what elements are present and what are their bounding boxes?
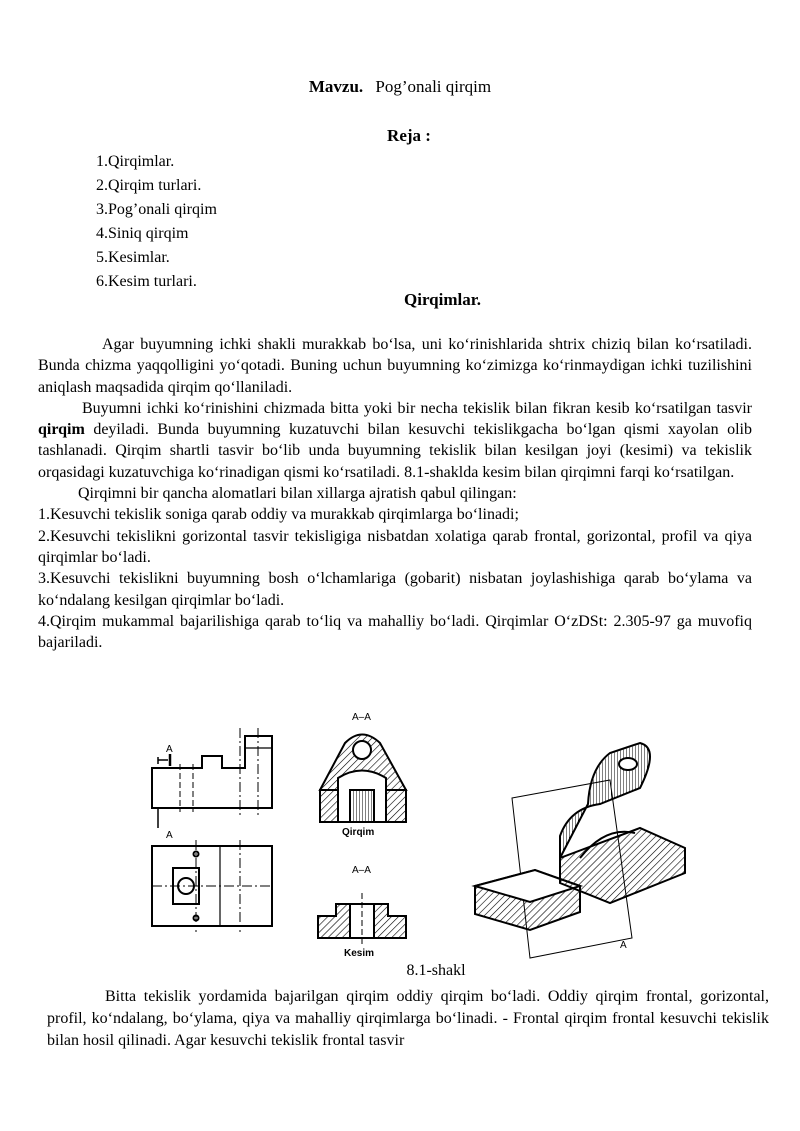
top-view-drawing [152, 840, 272, 932]
front-view-drawing [152, 728, 272, 828]
list-item-2: 2.Kesuvchi tekislikni gorizontal tasvir tekisligiga nisbatdan xolatiga qarab frontal, gorizontal, profil va qiya qirqimlar bo‘ladi. [38, 527, 752, 566]
section-label-bottom: A–A [352, 865, 371, 876]
qirqim-label: Qirqim [342, 827, 375, 838]
figure-8-1 [140, 708, 700, 963]
section-heading: Qirqimlar. [404, 290, 481, 309]
title-label: Mavzu. [308, 77, 364, 96]
term-qirqim: qirqim [38, 421, 85, 439]
title-text: Pog’onali qirqim [375, 77, 492, 96]
list-item-1: 1.Kesuvchi tekislik soniga qarab oddiy va murakkab qirqimlarga bo‘linadi; [38, 506, 519, 524]
cut-label-a-2: A [166, 830, 173, 841]
plan-item: 3.Pog’onali qirqim [96, 201, 217, 218]
figure-caption: 8.1-shakl [406, 962, 466, 979]
paragraph-1: Agar buyumning ichki shakli murakkab bo‘lsa, uni ko‘rinishlarida shtrix chiziq bilan ko‘rsatiladi. Bunda chizma yaqqolligini yo‘qotadi. Buning uchun buyumning ko‘zimizga ko‘rinmaydigan ichki tuzilishini aniqlash maqsadida qirqim qo‘llaniladi. [38, 336, 752, 396]
plan-list [96, 150, 217, 294]
paragraph-3: Qirqimni bir qancha alomatlari bilan xillarga ajratish qabul qilingan: [78, 485, 517, 503]
list-item-3: 3.Kesuvchi tekislikni buyumning bosh o‘lchamlariga (gobarit) nisbatan joylashishiga qarab bo‘ylama va ko‘ndalang kesilgan qirqimlar bo‘ladi. [38, 570, 752, 609]
section-label-top: A–A [352, 712, 371, 723]
plan-item: 2.Qirqim turlari. [96, 177, 202, 194]
body-text [38, 334, 752, 653]
paragraph-2 [38, 398, 752, 483]
plan-item: 5.Kesimlar. [96, 249, 170, 266]
isometric-drawing [475, 743, 685, 958]
paragraph-last: Bitta tekislik yordamida bajarilgan qirqim oddiy qirqim bo‘ladi. Oddiy qirqim frontal, gorizontal, profil, ko‘ndalang, bo‘ylama, qiya va mahalliy qirqimlarga bo‘linadi. - Frontal qirqim frontal kesuvchi tekislik bilan hosil qilinadi. Agar kesuvchi tekislik frontal tasvir [47, 988, 769, 1049]
plan-item: 4.Siniq qirqim [96, 225, 189, 242]
kesim-drawing [318, 893, 406, 946]
plan-item: 1.Qirqimlar. [96, 153, 175, 170]
cut-label-a-1: A [166, 744, 173, 755]
list-item-4: 4.Qirqim mukammal bajarilishiga qarab to‘liq va mahalliy bo‘ladi. Qirqimlar O‘zDSt: 2.305-97 ga muvofiq bajariladi. [38, 612, 752, 652]
paragraph-2-start: Buyumni ichki ko‘rinishini chizmada bitta yoki bir necha tekislik bilan fikran kesib ko‘rsatilgan tasvir [82, 399, 752, 417]
paragraph-2-end: deyiladi. Bunda buyumning kuzatuvchi bilan kesuvchi tekislikgacha bo‘lgan qismi xayolan olib tashlanadi. Qirqim shartli tasvir bo‘lib unda buyumning tekislik bilan kesilgan joyi (kesimi) va tekislik orqasidagi kuzatuvchiga ko‘rinadigan qismi ko‘rsatiladi. 8.1-shaklda kesim bilan qirqimni farqi ko‘rsatilgan. [38, 421, 752, 481]
kesim-label: Kesim [344, 948, 375, 959]
qirqim-drawing [320, 735, 406, 823]
plan-item: 6.Kesim turlari. [96, 273, 197, 290]
page-title [0, 77, 800, 97]
bottom-text [47, 986, 769, 1052]
plan-heading: Reja : [387, 126, 431, 145]
plane-label-a: A [620, 940, 627, 951]
